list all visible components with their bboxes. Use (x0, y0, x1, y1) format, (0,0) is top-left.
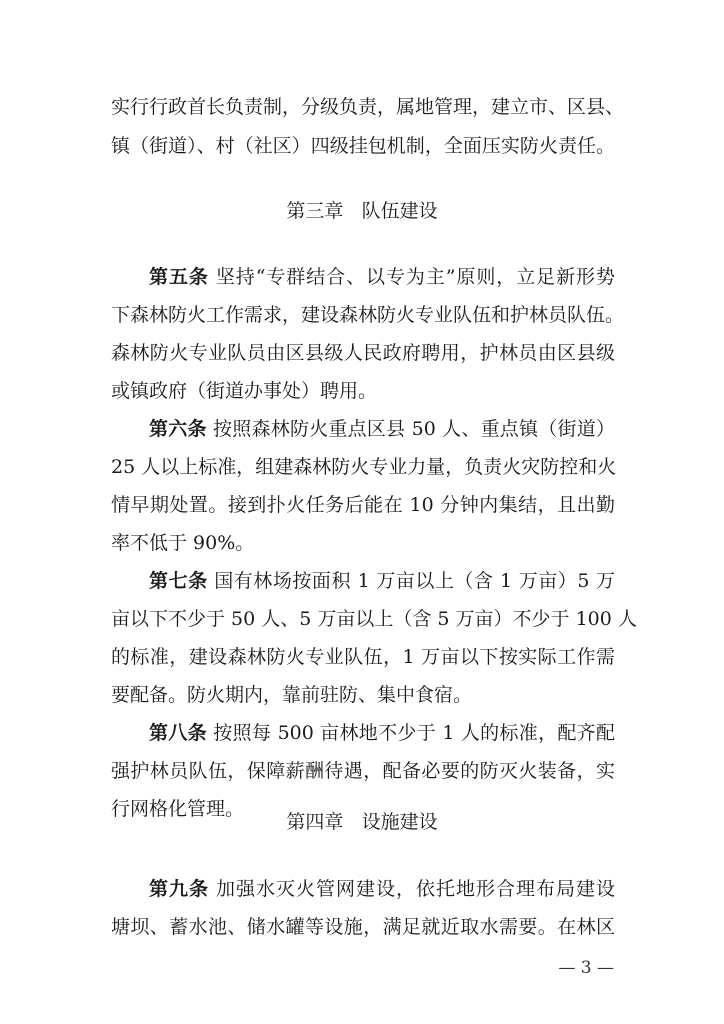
article-text: 国有林场按面积 1 万亩以上（含 1 万亩）5 万 (214, 570, 615, 592)
paragraph-line: 率不低于 90%。 (111, 532, 255, 554)
article-text: 坚持“专群结合、以专为主”原则，立足新形势 (215, 266, 615, 288)
chapter-title: 队伍建设 (361, 200, 438, 222)
paragraph-line: 亩以下不少于 50 人、5 万亩以上（含 5 万亩）不少于 100 人 (111, 608, 637, 630)
article-5-first-line (149, 264, 615, 290)
paragraph-line: 镇（街道）、村（社区）四级挂包机制，全面压实防火责任。 (111, 135, 615, 157)
article-8-first-line (149, 720, 615, 746)
paragraph-line: 25 人以上标准，组建森林防火专业力量，负责火灾防控和火 (111, 456, 617, 478)
paragraph-line: 行网格化管理。 (111, 798, 245, 820)
chapter-number: 第四章 (286, 811, 344, 833)
chapter-heading (0, 809, 724, 835)
paragraph-line: 实行行政首长负责制，分级负责，属地管理，建立市、区县、 (111, 96, 625, 118)
paragraph-line: 塘坝、蓄水池、储水罐等设施，满足就近取水需要。在林区 (111, 916, 615, 938)
paragraph-line: 或镇政府（街道办事处）聘用。 (111, 380, 378, 402)
article-text: 加强水灭火管网建设，依托地形合理布局建设 (216, 878, 615, 900)
article-7-first-line (149, 568, 615, 594)
paragraph-line: 情早期处置。接到扑火任务后能在 10 分钟内集结，且出勤 (111, 494, 615, 516)
chapter-number: 第三章 (286, 200, 344, 222)
article-9-first-line (149, 876, 615, 902)
paragraph-line: 要配备。防火期内，靠前驻防、集中食宿。 (111, 684, 473, 706)
paragraph-line: 森林防火专业队员由区县级人民政府聘用，护林员由区县级 (111, 342, 615, 364)
page-number: — 3 — (558, 958, 614, 978)
article-text: 按照每 500 亩林地不少于 1 人的标准，配齐配 (213, 722, 615, 744)
article-label: 第六条 (149, 418, 207, 440)
article-6-first-line (149, 416, 615, 442)
chapter-heading (0, 198, 724, 224)
chapter-title: 设施建设 (361, 811, 438, 833)
article-label: 第九条 (149, 878, 209, 900)
article-label: 第七条 (149, 570, 208, 592)
paragraph-line: 强护林员队伍，保障薪酬待遇，配备必要的防灭火装备，实 (111, 760, 615, 782)
article-label: 第八条 (149, 722, 207, 744)
paragraph-line: 的标准，建设森林防火专业队伍，1 万亩以下按实际工作需 (111, 646, 615, 668)
article-text: 按照森林防火重点区县 50 人、重点镇（街道） (213, 418, 615, 440)
article-label: 第五条 (149, 266, 209, 288)
paragraph-line: 下森林防火工作需求，建设森林防火专业队伍和护林员队伍。 (111, 304, 625, 326)
